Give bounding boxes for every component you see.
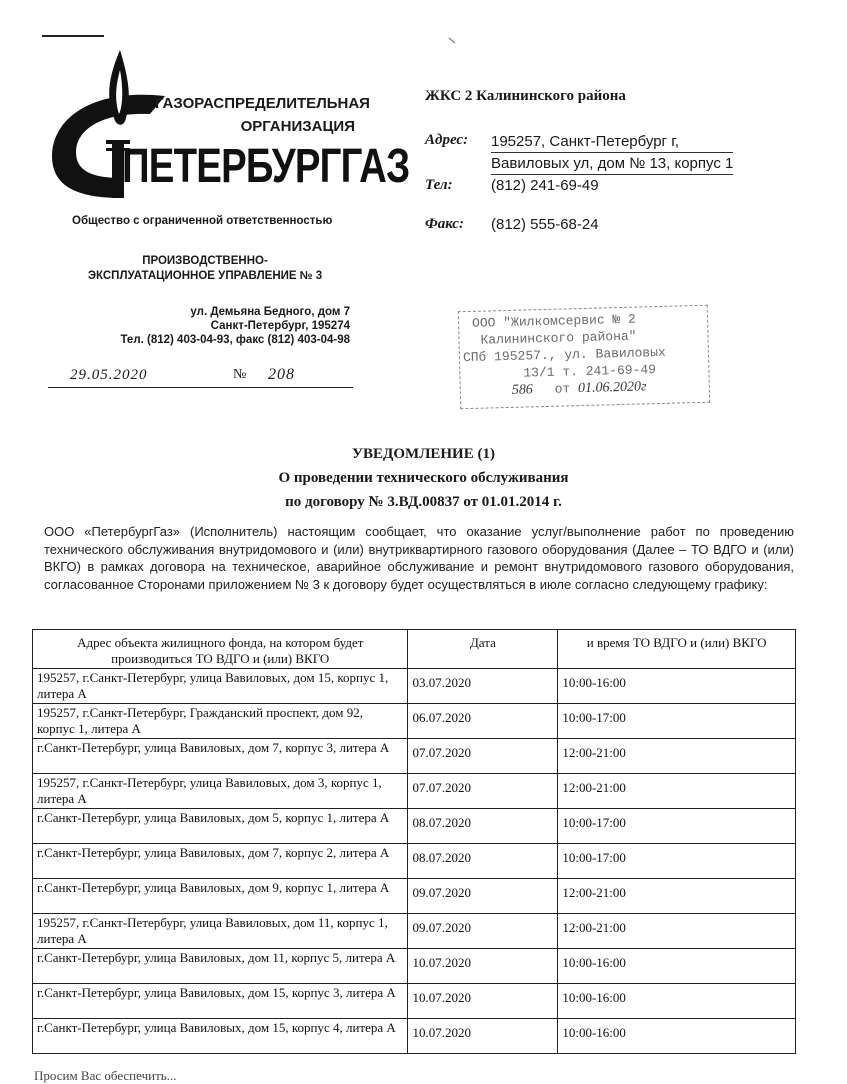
stamp-from: от [554, 381, 571, 397]
cell-time: 10:00-16:00 [558, 949, 796, 984]
table-row [33, 914, 796, 949]
number-sign: № [233, 367, 247, 382]
table-row [33, 879, 796, 914]
cell-date: 10.07.2020 [408, 949, 558, 984]
cell-date: 07.07.2020 [408, 739, 558, 774]
org-type-line1: ГАЗОРАСПРЕДЕЛИТЕЛЬНАЯ [155, 95, 370, 112]
fax-label: Факс: [425, 216, 464, 232]
table-row [33, 669, 796, 704]
cell-time: 12:00-21:00 [558, 914, 796, 949]
stamp-line1: ООО "Жилкомсервис № 2 [471, 311, 637, 331]
recipient-name: ЖКС 2 Калининского района [425, 88, 626, 104]
scan-mark [42, 35, 104, 37]
cell-time: 10:00-17:00 [558, 704, 796, 739]
cell-address: 195257, г.Санкт-Петербург, улица Вавиловых, дом 15, корпус 1, литера А [33, 669, 408, 704]
recipient-tel: (812) 241-69-49 [491, 177, 599, 194]
cell-date: 03.07.2020 [408, 669, 558, 704]
cell-date: 07.07.2020 [408, 774, 558, 809]
division-line2: ЭКСПЛУАТАЦИОННОЕ УПРАВЛЕНИЕ № 3 [87, 270, 323, 282]
schedule-table [32, 629, 796, 1054]
org-type-line2: ОРГАНИЗАЦИЯ [240, 118, 355, 135]
recipient-fax: (812) 555-68-24 [491, 216, 599, 233]
scan-mark [449, 38, 456, 44]
table-row [33, 949, 796, 984]
table-row [33, 809, 796, 844]
table-row [33, 844, 796, 879]
stamp-reg-date: 01.06.2020г [577, 379, 647, 397]
notice-title: УВЕДОМЛЕНИЕ (1) [352, 446, 495, 462]
cell-address: г.Санкт-Петербург, улица Вавиловых, дом 15, корпус 4, литера А [33, 1019, 408, 1054]
cell-time: 10:00-16:00 [558, 984, 796, 1019]
cell-time: 10:00-16:00 [558, 669, 796, 704]
header-time: и время ТО ВДГО и (или) ВКГО [558, 630, 796, 669]
cell-date: 10.07.2020 [408, 984, 558, 1019]
petersburggaz-logo [50, 48, 410, 198]
cell-address: 195257, г.Санкт-Петербург, улица Вавиловых, дом 3, корпус 1, литера А [33, 774, 408, 809]
table-row [33, 1019, 796, 1054]
table-row [33, 774, 796, 809]
cell-address: г.Санкт-Петербург, улица Вавиловых, дом 9, корпус 1, литера А [33, 879, 408, 914]
sender-contacts: Тел. (812) 403-04-93, факс (812) 403-04-98 [120, 334, 350, 346]
sender-address [80, 305, 350, 347]
recipient-address-line2: Вавиловых ул, дом № 13, корпус 1 [491, 153, 733, 175]
cell-address: 195257, г.Санкт-Петербург, Гражданский проспект, дом 92, корпус 1, литера А [33, 704, 408, 739]
cell-time: 12:00-21:00 [558, 739, 796, 774]
cell-time: 12:00-21:00 [558, 774, 796, 809]
notice-subtitle: О проведении технического обслуживания [278, 470, 569, 486]
cell-address: г.Санкт-Петербург, улица Вавиловых, дом 15, корпус 3, литера А [33, 984, 408, 1019]
outgoing-reg-number: 208 [268, 366, 295, 383]
cell-address: г.Санкт-Петербург, улица Вавиловых, дом 11, корпус 5, литера А [33, 949, 408, 984]
stamp-frame [458, 305, 710, 410]
cell-date: 09.07.2020 [408, 914, 558, 949]
notice-contract-ref: по договору № 3.ВД.00837 от 01.01.2014 г. [285, 494, 562, 510]
outgoing-number [48, 366, 353, 388]
cell-address: г.Санкт-Петербург, улица Вавиловых, дом 7, корпус 2, литера А [33, 844, 408, 879]
outgoing-date: 29.05.2020 [70, 367, 148, 383]
table-header-row [33, 630, 796, 669]
brand-name: ПЕТЕРБУРГГАЗ [122, 140, 410, 193]
cell-time: 10:00-17:00 [558, 809, 796, 844]
recipient-address [491, 131, 733, 175]
cell-date: 06.07.2020 [408, 704, 558, 739]
recipient-address-line1: 195257, Санкт-Петербург г, [491, 131, 733, 153]
cell-date: 09.07.2020 [408, 879, 558, 914]
footer-text: Просим Вас обеспечить... [34, 1068, 177, 1083]
sender-city: Санкт-Петербург, 195274 [210, 320, 350, 332]
cell-date: 08.07.2020 [408, 844, 558, 879]
sender-street: ул. Демьяна Бедного, дом 7 [190, 306, 350, 318]
cell-address: г.Санкт-Петербург, улица Вавиловых, дом 5, корпус 1, литера А [33, 809, 408, 844]
table-row [33, 984, 796, 1019]
tel-label: Тел: [425, 177, 453, 193]
schedule-body [33, 669, 796, 1054]
cell-address: г.Санкт-Петербург, улица Вавиловых, дом 7, корпус 3, литера А [33, 739, 408, 774]
cell-time: 12:00-21:00 [558, 879, 796, 914]
cell-date: 08.07.2020 [408, 809, 558, 844]
header-address: Адрес объекта жилищного фонда, на котором будет производиться ТО ВДГО и (или) ВКГО [33, 630, 408, 669]
header-date: Дата [408, 630, 558, 669]
cell-date: 10.07.2020 [408, 1019, 558, 1054]
outgoing-underline [48, 387, 353, 388]
table-row [33, 739, 796, 774]
division-name [70, 254, 340, 284]
incoming-stamp [462, 309, 704, 405]
table-row [33, 704, 796, 739]
division-line1: ПРОИЗВОДСТВЕННО- [142, 255, 268, 267]
stamp-line2: Калининского района" [480, 328, 637, 348]
notice-body: ООО «ПетербургГаз» (Исполнитель) настоящим сообщает, что оказание услуг/выполнение работ по проведению технического обслуживания внутридомового и (или) внутриквартирного газового оборудования (Далее – ТО ВДГО и (или) ВКГО) в рамках договора на техническое, аварийное обслуживание и ремонт внутридомового газового оборудования, согласованное Сторонами приложением № 3 к договору будет осуществляться в июле согласно следующему графику: [44, 524, 794, 592]
address-label: Адрес: [425, 132, 469, 148]
stamp-reg-number: 586 [511, 382, 534, 398]
stamp-line4: 13/1 т. 241-69-49 [523, 362, 657, 381]
stamp-line3: СПб 195257., ул. Вавиловых [462, 344, 666, 366]
cell-time: 10:00-17:00 [558, 844, 796, 879]
company-type: Общество с ограниченной ответственностью [72, 215, 333, 227]
cell-address: 195257, г.Санкт-Петербург, улица Вавиловых, дом 11, корпус 1, литера А [33, 914, 408, 949]
cell-time: 10:00-16:00 [558, 1019, 796, 1054]
